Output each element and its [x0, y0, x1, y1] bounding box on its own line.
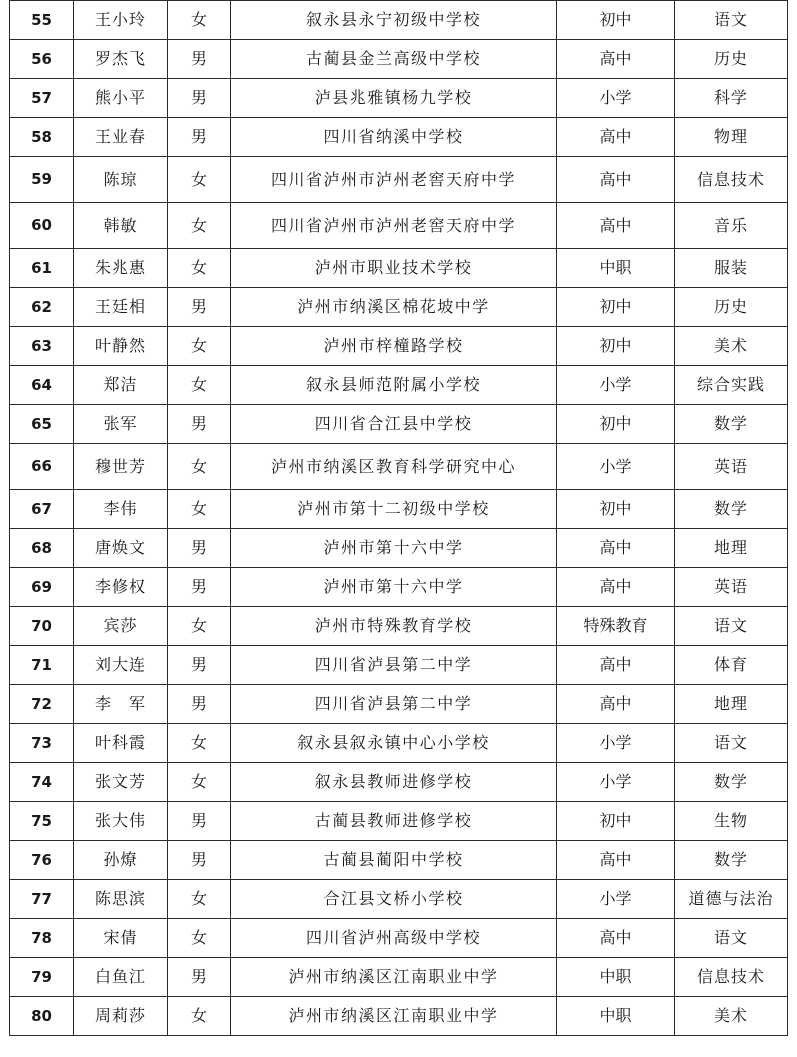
- school-name: 叙永县永宁初级中学校: [231, 1, 557, 40]
- gender: 女: [168, 919, 231, 958]
- teacher-name: 王廷相: [74, 288, 168, 327]
- table-row: [10, 841, 788, 880]
- school-stage: 高中: [557, 529, 675, 568]
- table-row: [10, 646, 788, 685]
- table-row: [10, 958, 788, 997]
- gender: 男: [168, 841, 231, 880]
- gender: 女: [168, 997, 231, 1036]
- school-stage: 初中: [557, 802, 675, 841]
- gender: 女: [168, 724, 231, 763]
- teacher-name: 宋倩: [74, 919, 168, 958]
- school-name: 四川省纳溪中学校: [231, 118, 557, 157]
- teacher-name: 张大伟: [74, 802, 168, 841]
- subject: 服装: [675, 249, 788, 288]
- gender: 女: [168, 249, 231, 288]
- teacher-name: 张军: [74, 405, 168, 444]
- teacher-name: 张文芳: [74, 763, 168, 802]
- subject: 综合实践: [675, 366, 788, 405]
- school-name: 叙永县教师进修学校: [231, 763, 557, 802]
- school-stage: 高中: [557, 118, 675, 157]
- subject: 英语: [675, 568, 788, 607]
- school-name: 泸州市第十二初级中学校: [231, 490, 557, 529]
- subject: 地理: [675, 685, 788, 724]
- row-number: 80: [10, 997, 74, 1036]
- school-name: 泸县兆雅镇杨九学校: [231, 79, 557, 118]
- school-stage: 高中: [557, 203, 675, 249]
- school-stage: 小学: [557, 880, 675, 919]
- gender: 男: [168, 646, 231, 685]
- row-number: 62: [10, 288, 74, 327]
- table-row: [10, 327, 788, 366]
- subject: 数学: [675, 841, 788, 880]
- subject: 音乐: [675, 203, 788, 249]
- school-stage: 中职: [557, 249, 675, 288]
- gender: 女: [168, 444, 231, 490]
- table-row: [10, 40, 788, 79]
- row-number: 76: [10, 841, 74, 880]
- teacher-name: 刘大连: [74, 646, 168, 685]
- row-number: 65: [10, 405, 74, 444]
- row-number: 61: [10, 249, 74, 288]
- subject: 英语: [675, 444, 788, 490]
- subject: 语文: [675, 607, 788, 646]
- teacher-name: 孙燎: [74, 841, 168, 880]
- school-stage: 小学: [557, 444, 675, 490]
- teacher-name: 李修权: [74, 568, 168, 607]
- table-row: [10, 249, 788, 288]
- table-row: [10, 568, 788, 607]
- row-number: 55: [10, 1, 74, 40]
- school-name: 叙永县师范附属小学校: [231, 366, 557, 405]
- table-row: [10, 366, 788, 405]
- row-number: 64: [10, 366, 74, 405]
- gender: 男: [168, 568, 231, 607]
- school-stage: 高中: [557, 568, 675, 607]
- school-stage: 初中: [557, 405, 675, 444]
- row-number: 67: [10, 490, 74, 529]
- school-name: 合江县文桥小学校: [231, 880, 557, 919]
- school-name: 泸州市第十六中学: [231, 529, 557, 568]
- school-name: 泸州市纳溪区江南职业中学: [231, 997, 557, 1036]
- school-stage: 小学: [557, 79, 675, 118]
- row-number: 60: [10, 203, 74, 249]
- gender: 女: [168, 880, 231, 919]
- table-row: [10, 802, 788, 841]
- school-name: 四川省泸州高级中学校: [231, 919, 557, 958]
- table-row: [10, 203, 788, 249]
- school-stage: 高中: [557, 685, 675, 724]
- school-stage: 初中: [557, 490, 675, 529]
- gender: 女: [168, 327, 231, 366]
- school-name: 泸州市特殊教育学校: [231, 607, 557, 646]
- subject: 美术: [675, 997, 788, 1036]
- school-name: 四川省泸县第二中学: [231, 646, 557, 685]
- table-row: [10, 724, 788, 763]
- subject: 地理: [675, 529, 788, 568]
- subject: 语文: [675, 1, 788, 40]
- school-stage: 初中: [557, 327, 675, 366]
- row-number: 79: [10, 958, 74, 997]
- subject: 信息技术: [675, 958, 788, 997]
- school-name: 泸州市纳溪区教育科学研究中心: [231, 444, 557, 490]
- table-row: [10, 529, 788, 568]
- teacher-name: 陈思滨: [74, 880, 168, 919]
- document-page: [9, 0, 787, 1046]
- teacher-name: 周莉莎: [74, 997, 168, 1036]
- subject: 历史: [675, 40, 788, 79]
- school-stage: 中职: [557, 997, 675, 1036]
- school-stage: 中职: [557, 958, 675, 997]
- table-row: [10, 157, 788, 203]
- table-row: [10, 919, 788, 958]
- row-number: 68: [10, 529, 74, 568]
- school-name: 古蔺县教师进修学校: [231, 802, 557, 841]
- subject: 数学: [675, 405, 788, 444]
- teacher-roster-table: [9, 0, 788, 1036]
- school-name: 叙永县叙永镇中心小学校: [231, 724, 557, 763]
- school-stage: 初中: [557, 288, 675, 327]
- table-row: [10, 444, 788, 490]
- school-stage: 小学: [557, 763, 675, 802]
- table-row: [10, 997, 788, 1036]
- gender: 男: [168, 79, 231, 118]
- school-stage: 高中: [557, 841, 675, 880]
- row-number: 72: [10, 685, 74, 724]
- gender: 男: [168, 802, 231, 841]
- teacher-name: 叶静然: [74, 327, 168, 366]
- row-number: 74: [10, 763, 74, 802]
- subject: 物理: [675, 118, 788, 157]
- subject: 科学: [675, 79, 788, 118]
- row-number: 56: [10, 40, 74, 79]
- school-stage: 小学: [557, 724, 675, 763]
- teacher-name: 罗杰飞: [74, 40, 168, 79]
- teacher-name: 韩敏: [74, 203, 168, 249]
- row-number: 73: [10, 724, 74, 763]
- gender: 女: [168, 490, 231, 529]
- teacher-name: 朱兆惠: [74, 249, 168, 288]
- row-number: 70: [10, 607, 74, 646]
- table-row: [10, 1, 788, 40]
- teacher-name: 白鱼江: [74, 958, 168, 997]
- school-name: 四川省泸县第二中学: [231, 685, 557, 724]
- school-stage: 高中: [557, 40, 675, 79]
- school-name: 泸州市职业技术学校: [231, 249, 557, 288]
- subject: 道德与法治: [675, 880, 788, 919]
- school-name: 泸州市第十六中学: [231, 568, 557, 607]
- school-name: 泸州市梓橦路学校: [231, 327, 557, 366]
- school-name: 泸州市纳溪区江南职业中学: [231, 958, 557, 997]
- teacher-name: 李伟: [74, 490, 168, 529]
- school-stage: 小学: [557, 366, 675, 405]
- subject: 语文: [675, 919, 788, 958]
- table-row: [10, 490, 788, 529]
- school-name: 四川省泸州市泸州老窖天府中学: [231, 157, 557, 203]
- gender: 女: [168, 763, 231, 802]
- table-row: [10, 607, 788, 646]
- gender: 男: [168, 118, 231, 157]
- gender: 男: [168, 405, 231, 444]
- school-stage: 特殊教育: [557, 607, 675, 646]
- school-stage: 高中: [557, 646, 675, 685]
- row-number: 78: [10, 919, 74, 958]
- row-number: 71: [10, 646, 74, 685]
- subject: 历史: [675, 288, 788, 327]
- subject: 信息技术: [675, 157, 788, 203]
- table-row: [10, 405, 788, 444]
- school-name: 泸州市纳溪区棉花坡中学: [231, 288, 557, 327]
- subject: 数学: [675, 763, 788, 802]
- teacher-name: 宾莎: [74, 607, 168, 646]
- teacher-name: 叶科霞: [74, 724, 168, 763]
- gender: 女: [168, 1, 231, 40]
- gender: 男: [168, 685, 231, 724]
- row-number: 77: [10, 880, 74, 919]
- school-name: 古蔺县金兰高级中学校: [231, 40, 557, 79]
- gender: 男: [168, 288, 231, 327]
- school-name: 古蔺县蔺阳中学校: [231, 841, 557, 880]
- gender: 男: [168, 958, 231, 997]
- teacher-name: 穆世芳: [74, 444, 168, 490]
- teacher-name: 王小玲: [74, 1, 168, 40]
- gender: 女: [168, 157, 231, 203]
- teacher-name: 郑洁: [74, 366, 168, 405]
- school-stage: 高中: [557, 919, 675, 958]
- subject: 美术: [675, 327, 788, 366]
- teacher-name: 王业春: [74, 118, 168, 157]
- table-row: [10, 685, 788, 724]
- school-name: 四川省泸州市泸州老窖天府中学: [231, 203, 557, 249]
- subject: 体育: [675, 646, 788, 685]
- school-stage: 初中: [557, 1, 675, 40]
- table-row: [10, 118, 788, 157]
- gender: 女: [168, 366, 231, 405]
- teacher-name: 唐焕文: [74, 529, 168, 568]
- row-number: 66: [10, 444, 74, 490]
- table-row: [10, 288, 788, 327]
- teacher-name: 陈琼: [74, 157, 168, 203]
- table-row: [10, 763, 788, 802]
- teacher-name: 李 军: [74, 685, 168, 724]
- teacher-name: 熊小平: [74, 79, 168, 118]
- row-number: 63: [10, 327, 74, 366]
- row-number: 58: [10, 118, 74, 157]
- row-number: 59: [10, 157, 74, 203]
- row-number: 57: [10, 79, 74, 118]
- school-name: 四川省合江县中学校: [231, 405, 557, 444]
- row-number: 69: [10, 568, 74, 607]
- subject: 数学: [675, 490, 788, 529]
- gender: 女: [168, 203, 231, 249]
- gender: 男: [168, 40, 231, 79]
- gender: 女: [168, 607, 231, 646]
- table-row: [10, 79, 788, 118]
- subject: 生物: [675, 802, 788, 841]
- subject: 语文: [675, 724, 788, 763]
- school-stage: 高中: [557, 157, 675, 203]
- row-number: 75: [10, 802, 74, 841]
- gender: 男: [168, 529, 231, 568]
- table-row: [10, 880, 788, 919]
